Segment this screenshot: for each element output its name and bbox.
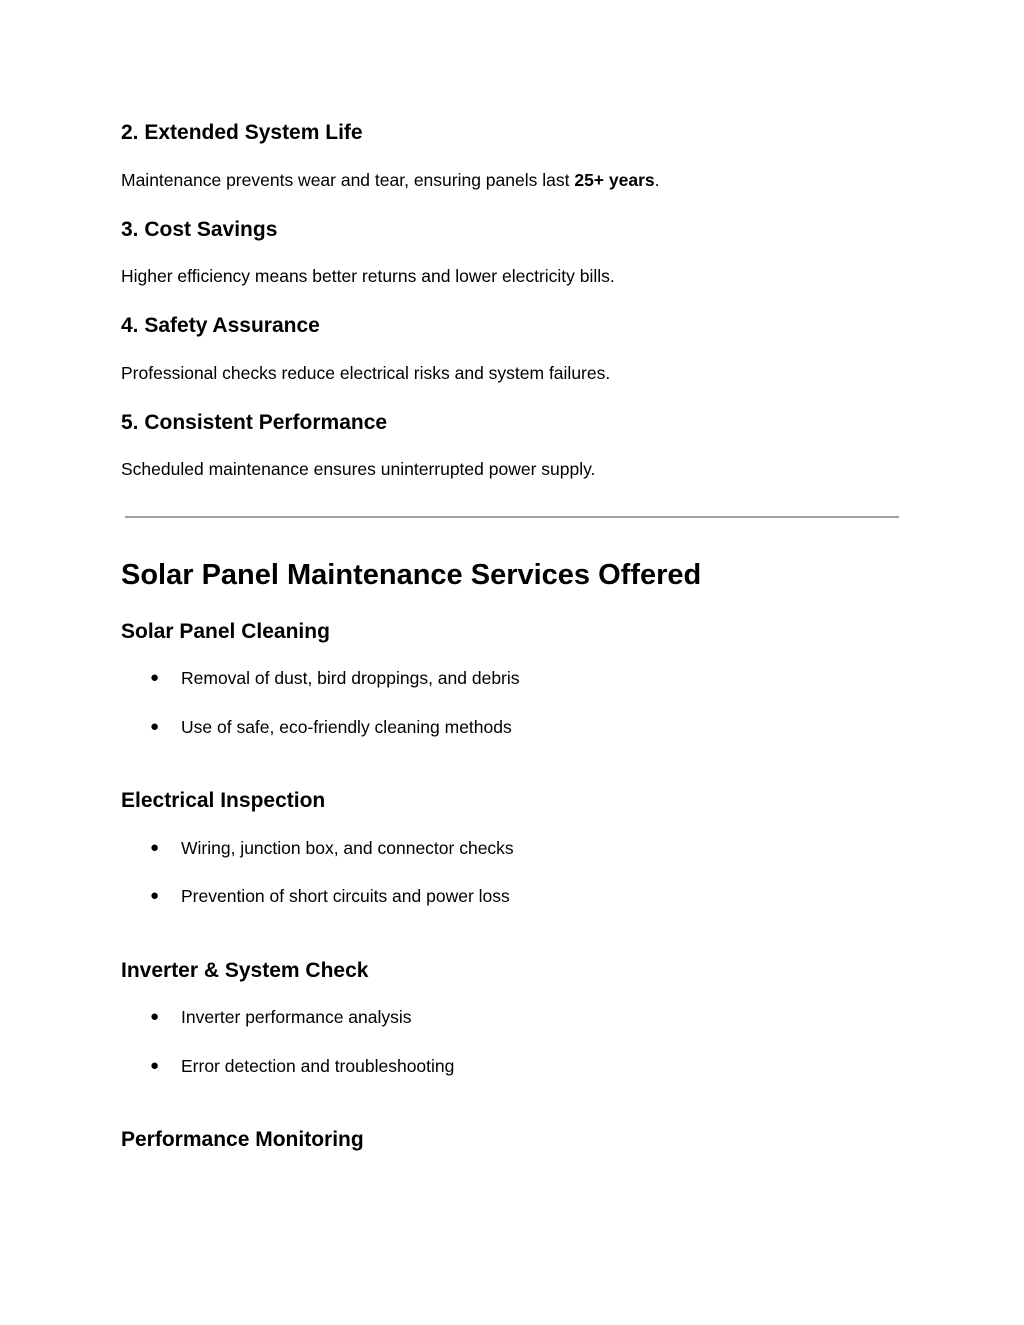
bullet-icon: ●: [150, 1057, 160, 1074]
section-heading-consistent-performance: 5. Consistent Performance: [121, 411, 388, 434]
list-item-text: Removal of dust, bird droppings, and debris: [181, 668, 520, 688]
service-heading-inverter-system-check: Inverter & System Check: [121, 959, 369, 982]
bullet-icon: ●: [150, 887, 160, 904]
service-heading-solar-panel-cleaning: Solar Panel Cleaning: [121, 620, 330, 643]
paragraph-text-end: .: [654, 170, 660, 190]
list-item-text: Wiring, junction box, and connector checks: [181, 838, 514, 858]
bullet-icon: ●: [150, 839, 160, 856]
paragraph-extended-system-life: [121, 169, 660, 191]
bullet-icon: ●: [150, 1008, 160, 1025]
bullet-icon: ●: [150, 669, 160, 686]
list-item-text: Use of safe, eco-friendly cleaning methods: [181, 717, 512, 737]
bullet-icon: ●: [150, 718, 160, 735]
service-heading-performance-monitoring: Performance Monitoring: [121, 1128, 364, 1151]
paragraph-text: Maintenance prevents wear and tear, ensuring panels last: [121, 170, 575, 190]
paragraph-safety-assurance: Professional checks reduce electrical risks and system failures.: [121, 363, 611, 383]
list-item-text: Error detection and troubleshooting: [181, 1056, 455, 1076]
list-item-text: Inverter performance analysis: [181, 1007, 412, 1027]
section-heading-cost-savings: 3. Cost Savings: [121, 218, 278, 241]
paragraph-consistent-performance: Scheduled maintenance ensures uninterrupted power supply.: [121, 459, 596, 479]
section-heading-safety-assurance: 4. Safety Assurance: [121, 314, 320, 337]
section-heading-extended-system-life: 2. Extended System Life: [121, 121, 363, 144]
list-item-text: Prevention of short circuits and power loss: [181, 886, 510, 906]
paragraph-cost-savings: Higher efficiency means better returns and lower electricity bills.: [121, 266, 615, 286]
highlight-years: 25+ years: [574, 170, 655, 190]
horizontal-divider: [125, 516, 899, 518]
services-title: Solar Panel Maintenance Services Offered: [121, 559, 702, 591]
service-heading-electrical-inspection: Electrical Inspection: [121, 789, 326, 812]
